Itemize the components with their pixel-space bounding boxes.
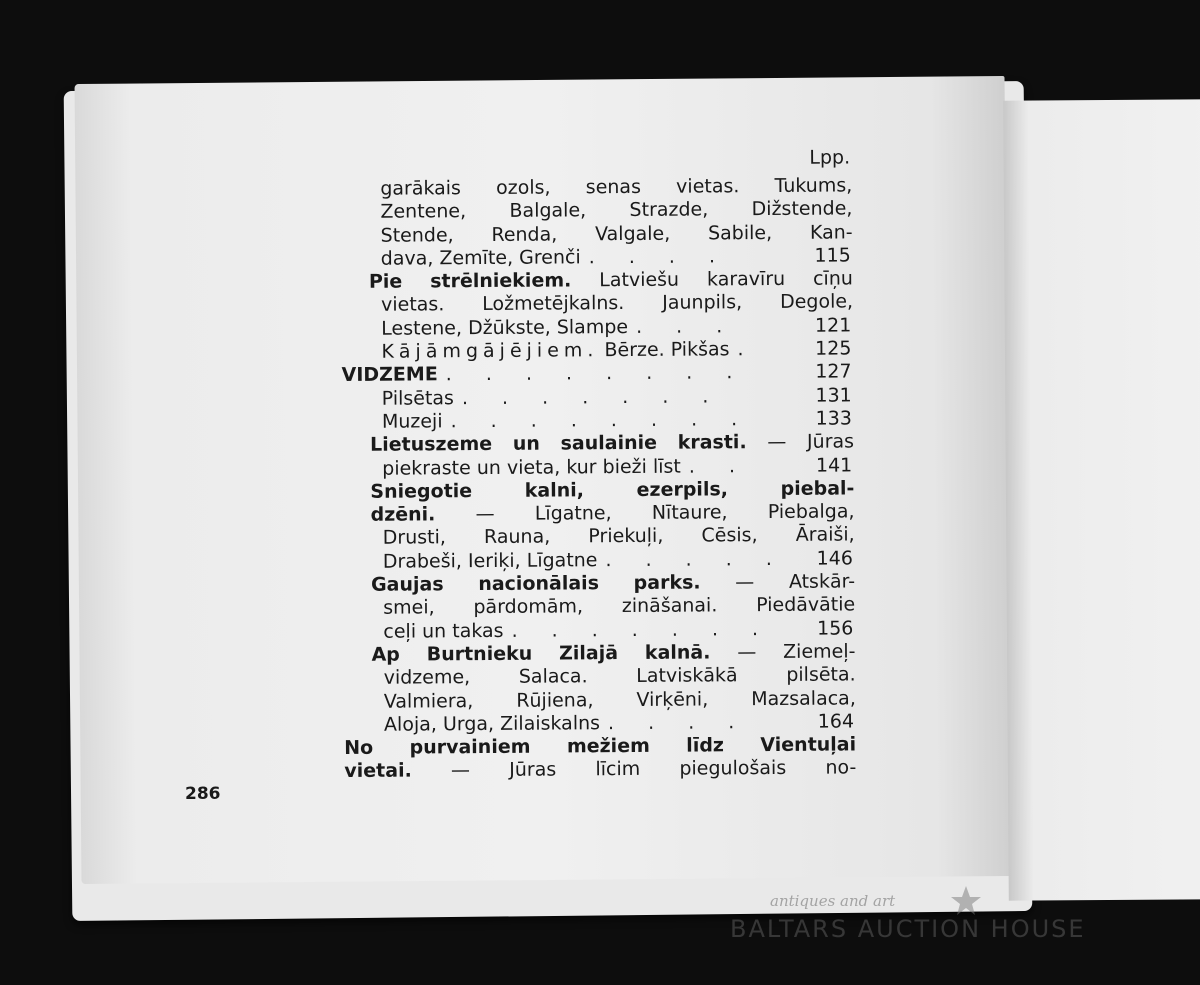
toc-word: Cēsis,	[701, 524, 758, 547]
toc-word: Sabile,	[707, 221, 773, 245]
toc-word: saulainie	[560, 432, 658, 455]
toc-word: Renda,	[491, 223, 558, 246]
toc-word: dzēni.	[370, 503, 436, 526]
toc-word: Degole,	[779, 290, 854, 314]
toc-page-number: 156	[817, 617, 854, 640]
toc-page-number: 127	[815, 360, 852, 384]
toc-page-number: 115	[814, 244, 851, 267]
toc-word: vidzeme,	[383, 666, 471, 689]
toc-word: Stende,	[380, 223, 454, 247]
toc-line-text: piekraste un vieta, kur bieži līst	[382, 455, 681, 480]
toc-word: nacionālais	[478, 572, 600, 596]
page-number: 286	[185, 784, 221, 804]
leader-dots: . . . .	[607, 710, 749, 734]
toc-word: Valgale,	[594, 222, 671, 245]
toc-word: purvainiem	[409, 735, 531, 759]
right-page	[1003, 99, 1200, 900]
toc-line	[344, 757, 856, 784]
toc-word: Valmiera,	[383, 689, 474, 713]
watermark-name: BALTARS AUCTION HOUSE	[730, 915, 1086, 943]
toc-word: Nītaure,	[651, 501, 728, 524]
lpp-header: Lpp.	[809, 146, 851, 169]
toc-word: no-	[825, 756, 857, 780]
leader-dots: . . . .	[588, 245, 730, 269]
toc-word: —	[737, 641, 757, 664]
toc-word: zināšanai.	[621, 594, 718, 618]
toc-word: parks.	[633, 571, 701, 595]
leader-dots: .	[737, 338, 758, 361]
leader-dots: . . . . . . .	[511, 617, 773, 642]
toc-page-number: 125	[815, 337, 852, 360]
toc-lines	[340, 174, 856, 783]
toc-word: Kan-	[809, 221, 853, 244]
toc-line-text: Kājāmgājējiem.	[381, 339, 599, 363]
toc-word: Lietuszeme	[369, 433, 493, 457]
toc-word: kalni,	[524, 479, 585, 502]
toc-line-text: ceļi un takas	[383, 619, 504, 643]
toc-page-number: 131	[815, 384, 852, 407]
toc-word: Burtnieku	[426, 642, 533, 666]
toc-word: Rauna,	[483, 525, 551, 549]
leader-dots: . . . . . . . .	[445, 361, 747, 386]
toc-word: pārdomām,	[473, 595, 584, 619]
leader-dots: . . .	[635, 315, 737, 338]
toc-word: piegulošais	[679, 757, 787, 781]
toc-line-text: Drabeši, Ieriķi, Līgatne	[382, 548, 598, 573]
toc-word: vietas.	[676, 175, 740, 198]
toc-word: piebal-	[780, 477, 855, 500]
toc-word: Piebalga,	[767, 500, 855, 524]
leader-dots: . . . . . . . .	[450, 408, 752, 433]
toc-word: vietai.	[344, 759, 412, 783]
toc-word: Drusti,	[382, 526, 446, 550]
toc-word: Sniegotie	[370, 479, 473, 503]
toc-page-number: 141	[815, 453, 853, 477]
toc-word: Latviešu	[599, 268, 680, 292]
toc-word: Ziemeļ-	[783, 640, 856, 663]
toc-word: —	[450, 759, 471, 782]
toc-word: ezerpils,	[636, 478, 729, 501]
toc-word: Tukums,	[774, 174, 853, 197]
toc-line	[340, 198, 852, 225]
toc-word: Virķēni,	[636, 687, 709, 711]
toc-word: Ap	[371, 643, 400, 666]
toc-line-text: Lestene, Džūkste, Slampe	[381, 315, 629, 340]
toc-word: Vientuļai	[760, 733, 857, 757]
toc-page-number: 146	[816, 547, 853, 570]
toc-word: Latviskākā	[636, 664, 738, 688]
toc-line-text: VIDZEME	[341, 363, 438, 387]
toc-word: Gaujas	[370, 573, 444, 596]
toc-line-rest: Bērze. Pikšas	[598, 338, 730, 362]
toc-word: Piedāvātie	[756, 593, 856, 617]
leader-dots: . . . . . . .	[461, 385, 723, 409]
toc-word: Balgale,	[509, 199, 587, 223]
toc-word: ozols,	[496, 176, 551, 199]
toc-word: Āraiši,	[795, 523, 855, 547]
watermark-tagline: antiques and art	[770, 892, 896, 910]
toc-word: Jaunpils,	[662, 291, 743, 315]
toc-word: kalnā.	[644, 641, 711, 664]
toc-word: un	[512, 432, 540, 456]
toc-word: senas	[585, 175, 642, 199]
toc-word: garākais	[380, 177, 462, 200]
toc-word: —	[475, 503, 495, 526]
toc-word: Priekuļi,	[588, 525, 664, 548]
leader-dots: . . . . .	[605, 547, 786, 571]
table-of-contents	[340, 146, 856, 783]
star-icon	[950, 885, 982, 917]
toc-word: Pie	[368, 270, 403, 293]
toc-word: Ložmetējkalns.	[482, 292, 625, 316]
toc-word: Līgatne,	[534, 502, 612, 525]
toc-page-number: 164	[817, 710, 855, 733]
toc-line-text: Aloja, Urga, Zilaiskalns	[383, 712, 601, 736]
toc-line	[340, 174, 852, 201]
toc-word: pilsēta.	[786, 663, 856, 687]
toc-word: karavīru	[706, 268, 786, 291]
toc-word: līdz	[686, 734, 725, 757]
toc-word: Jūras	[806, 430, 855, 454]
toc-page-number: 121	[814, 314, 852, 337]
toc-word: No	[344, 736, 374, 760]
toc-line-text: Pilsētas	[381, 386, 454, 410]
toc-word: Salaca.	[518, 665, 588, 688]
toc-word: strēlniekiem.	[430, 269, 572, 293]
toc-page-number: 133	[815, 407, 852, 430]
toc-line-text: dava, Zemīte, Grenči	[380, 246, 581, 270]
toc-word: Jūras	[509, 758, 557, 782]
toc-word: Atskār-	[788, 570, 856, 593]
toc-word: Mazsalaca,	[751, 686, 856, 710]
toc-word: Rūjiena,	[516, 688, 594, 712]
toc-word: smei,	[383, 596, 435, 620]
toc-word: Dižstende,	[751, 197, 853, 221]
toc-word: cīņu	[812, 267, 853, 290]
toc-line-text: Muzeji	[381, 410, 443, 433]
toc-word: krasti.	[677, 431, 747, 454]
leader-dots: . .	[688, 454, 750, 478]
toc-word: Strazde,	[629, 198, 709, 222]
toc-word: mežiem	[566, 734, 650, 758]
toc-word: Zilajā	[559, 642, 619, 665]
toc-word: vietas.	[381, 293, 445, 317]
toc-word: Zentene,	[380, 200, 467, 224]
toc-word: —	[767, 431, 787, 454]
toc-word: līcim	[595, 758, 641, 781]
toc-word: —	[735, 571, 755, 594]
